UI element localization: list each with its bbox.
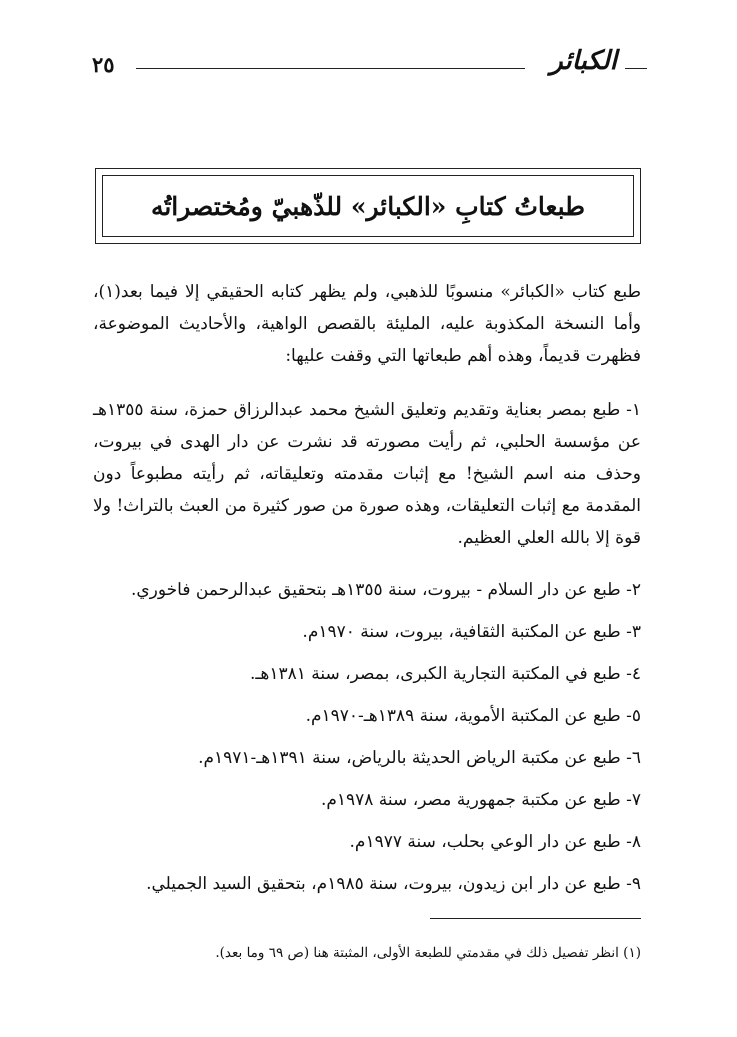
list-item: ٣- طبع عن المكتبة الثقافية، بيروت، سنة ١٩٧٠م.	[302, 622, 641, 642]
intro-paragraph: طبع كتاب «الكبائر» منسوبًا للذهبي، ولم يظهر كتابه الحقيقي إلا فيما بعد(١)، وأما النسخة المكذوبة عليه، المليئة بالقصص الواهية، والأحاديث الموضوعة، فظهرت قديماً، وهذه أهم طبعاتها التي وقفت عليها:	[93, 282, 641, 366]
list-item: ٩- طبع عن دار ابن زيدون، بيروت، سنة ١٩٨٥م، بتحقيق السيد الجميلي.	[146, 874, 641, 894]
list-item: ٥- طبع عن المكتبة الأموية، سنة ١٣٨٩هـ-١٩٧٠م.	[305, 706, 641, 726]
list-item-1: ١- طبع بمصر بعناية وتقديم وتعليق الشيخ محمد عبدالرزاق حمزة، سنة ١٣٥٥هـ عن مؤسسة الحلبي، ثم رأيت مصورته قد نشرت عن دار الهدى في بيروت، وحذف منه اسم الشيخ! مع إثبات مقدمته وتعليقاته، ثم رأيته مطبوعاً دون المقدمة مع إثبات التعليقات، وهذه صورة من صور كثيرة من العبث بالتراث! ولا قوة إلا بالله العلي العظيم.	[93, 400, 641, 548]
title-frame-inner	[102, 175, 634, 237]
section-title: طبعاتُ كتابِ «الكبائر» للذّهبيّ ومُختصراتُه	[150, 191, 586, 221]
footnote-rule	[430, 918, 641, 919]
title-frame	[95, 168, 641, 244]
header-rule	[136, 68, 525, 69]
list-item: ٤- طبع في المكتبة التجارية الكبرى، بمصر، سنة ١٣٨١هـ.	[250, 664, 641, 684]
footnote: (١) انظر تفصيل ذلك في مقدمتي للطبعة الأولى، المثبتة هنا (ص ٦٩ وما بعد).	[215, 945, 641, 961]
list-item: ٢- طبع عن دار السلام - بيروت، سنة ١٣٥٥هـ بتحقيق عبدالرحمن فاخوري.	[130, 580, 641, 600]
list-item: ٦- طبع عن مكتبة الرياض الحديثة بالرياض، سنة ١٣٩١هـ-١٩٧١م.	[198, 748, 641, 768]
editions-list	[93, 574, 641, 910]
page-number: ٢٥	[92, 52, 115, 77]
list-item: ٨- طبع عن دار الوعي بحلب، سنة ١٩٧٧م.	[349, 832, 641, 852]
list-item: ٧- طبع عن مكتبة جمهورية مصر، سنة ١٩٧٨م.	[320, 790, 641, 810]
running-header	[92, 46, 647, 86]
running-title: الكبائر	[550, 46, 617, 76]
header-rule-short	[625, 68, 647, 69]
